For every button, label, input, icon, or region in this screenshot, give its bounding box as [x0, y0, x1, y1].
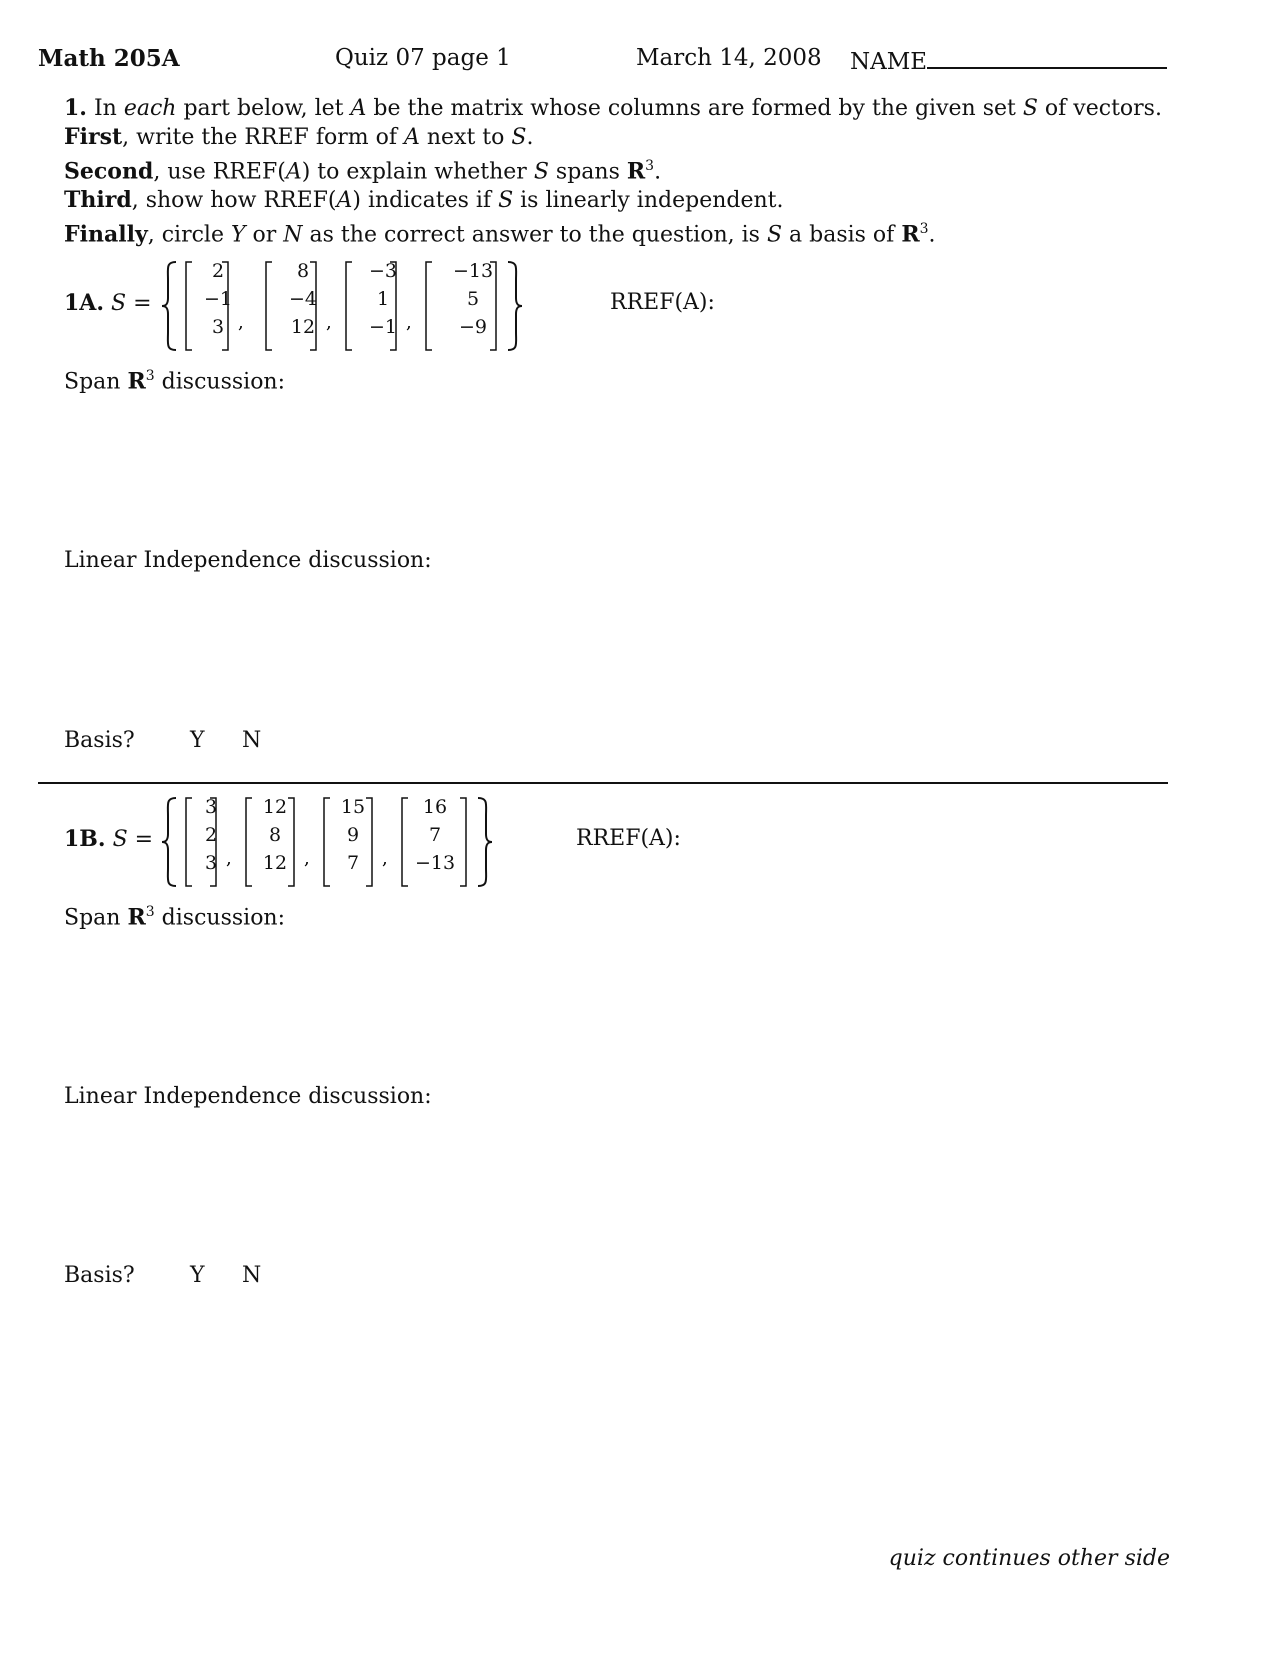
name-blank-line[interactable] [927, 45, 1167, 69]
matrix-entry: −13 [414, 852, 456, 874]
matrix-entry: 5 [466, 288, 480, 310]
part-1a-basis-prompt: Basis? [64, 728, 135, 753]
matrix-entry: 12 [290, 316, 316, 338]
instruction-line-1: 1. In each part below, let A be the matrix whose columns are formed by the given set S of vectors. [64, 95, 1162, 121]
matrix-entry: 15 [340, 796, 366, 818]
instructions [64, 94, 1162, 250]
matrix-entry: 7 [346, 852, 360, 874]
left-brace [162, 262, 176, 350]
quiz-title: Quiz 07 page 1 [335, 45, 511, 71]
part-1a-label: 1A. S = [64, 290, 152, 316]
matrix-entry: 1 [376, 288, 390, 310]
comma: , [238, 312, 244, 333]
part-1b-rref-label: RREF(A): [576, 826, 681, 851]
name-field[interactable] [850, 45, 1167, 75]
comma: , [326, 312, 332, 333]
matrix-entry: 9 [346, 824, 360, 846]
part-1b-basis-prompt: Basis? [64, 1263, 135, 1288]
right-brace [478, 798, 492, 886]
comma: , [382, 848, 388, 869]
matrix-entry: 16 [422, 796, 448, 818]
matrix-entry: 3 [204, 852, 218, 874]
part-1b-label: 1B. S = [64, 826, 154, 852]
instruction-second: Second, use RREF(A) to explain whether S spans $R^3$. [64, 158, 662, 185]
matrix-entry: 8 [296, 260, 310, 282]
matrix-entry: 3 [204, 796, 218, 818]
part-1b-span-prompt: Span $R^3$ discussion: [64, 904, 286, 931]
quiz-date: March 14, 2008 [636, 45, 822, 71]
comma: , [304, 848, 310, 869]
part-1a-linind-prompt: Linear Independence discussion: [64, 548, 432, 573]
course-title: Math 205A [38, 45, 180, 72]
instruction-first: First, write the RREF form of A next to S. [64, 124, 534, 150]
matrix-entry: −13 [452, 260, 494, 282]
part-1b-basis-yes[interactable]: Y [190, 1263, 205, 1288]
instruction-third: Third, show how RREF(A) indicates if S is linearly independent. [64, 187, 784, 214]
matrix-entry: 12 [262, 796, 288, 818]
matrix-entry: −3 [368, 260, 397, 282]
matrix-entry: −1 [203, 288, 232, 310]
matrix-entry: 2 [211, 260, 225, 282]
matrix-entry: 3 [211, 316, 225, 338]
matrix-entry: −1 [368, 316, 397, 338]
comma: , [226, 848, 232, 869]
part-1a-basis-yes[interactable]: Y [190, 728, 205, 753]
matrix-entry: −4 [288, 288, 317, 310]
part-1b-linind-prompt: Linear Independence discussion: [64, 1084, 432, 1109]
left-brace [162, 798, 176, 886]
part-1a-span-prompt: Span $R^3$ discussion: [64, 368, 286, 395]
continue-note: quiz continues other side [888, 1546, 1170, 1571]
name-label: NAME [850, 49, 928, 75]
matrix-entry: 2 [204, 824, 218, 846]
matrix-entry: −9 [458, 316, 487, 338]
comma: , [406, 312, 412, 333]
section-divider [38, 782, 1168, 784]
part-1a-basis-no[interactable]: N [242, 728, 262, 753]
matrix-entry: 12 [262, 852, 288, 874]
matrix-entry: 8 [268, 824, 282, 846]
matrix-entry: 7 [428, 824, 442, 846]
instruction-finally: Finally, circle Y or N as the correct answer to the question, is S a basis of $R^3$. [64, 221, 936, 248]
part-1b-basis-no[interactable]: N [242, 1263, 262, 1288]
part-1a-rref-label: RREF(A): [610, 290, 715, 315]
